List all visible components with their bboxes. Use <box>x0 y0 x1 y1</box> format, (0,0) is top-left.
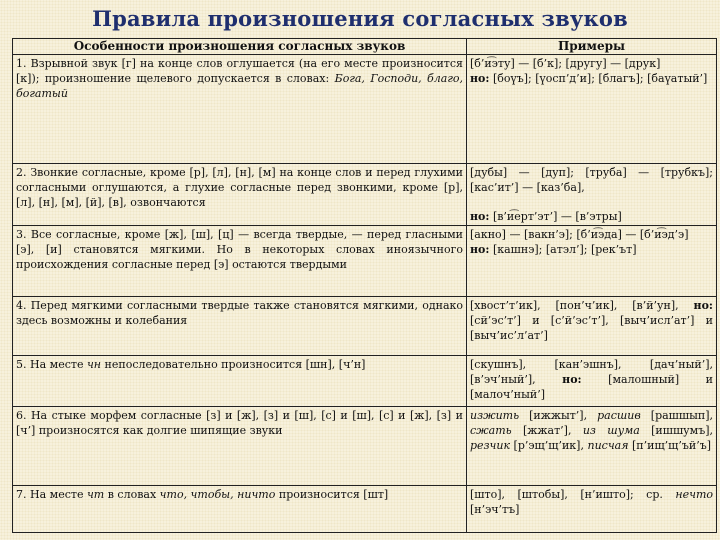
example-cell <box>467 356 717 407</box>
rule-text: непоследовательно произносится [шн], [ч’н] <box>101 358 366 371</box>
example-but: но: <box>470 210 490 223</box>
example-cell <box>467 486 717 533</box>
table-row <box>13 226 717 297</box>
example-word: нечто <box>675 488 713 501</box>
example-text: [што], [штобы], [н’ишто]; ср. <box>470 488 676 501</box>
example-word: писчая <box>587 439 629 452</box>
example-word: изжить <box>470 409 520 422</box>
rule-cell <box>13 407 467 486</box>
rule-cell <box>13 164 467 226</box>
example-transcription: [ишшумъ], <box>639 424 713 437</box>
example-cell <box>467 226 717 297</box>
example-text: [хвост’т’ик], [пон’ч’ик], [в’й’ун], <box>470 299 679 312</box>
example-cell <box>467 407 717 486</box>
example-but: но: <box>693 299 713 312</box>
table-row <box>13 55 717 164</box>
rule-cell <box>13 226 467 297</box>
example-transcription: [п’ищ’щ’ъй’ъ] <box>628 439 712 452</box>
rule-italic: Бога, Господи, благо, богатый <box>16 72 464 100</box>
example-cell <box>467 164 717 226</box>
rule-text: 2. Звонкие согласные, кроме [р], [л], [н], [м] на конце слов и перед глухими согласными оглушаются, а глухие согласные перед звонкими, кроме [р], [л], [н], [м], [й], [в], озвончаются <box>16 166 463 209</box>
rule-text: 1. Взрывной звук [г] на конце слов оглушается (на его месте произносится [к]); произношение щелевого допускается в словах: <box>16 57 463 85</box>
example-cell <box>467 55 717 164</box>
example-text: [б’и͡эту] — [б’к]; [другу] — [друк] <box>470 57 661 70</box>
table-row <box>13 164 717 226</box>
rule-text: произносится [шт] <box>275 488 389 501</box>
rule-cell <box>13 55 467 164</box>
rule-cell <box>13 297 467 356</box>
rule-text: 3. Все согласные, кроме [ж], [ш], [ц] — всегда твердые, — перед гласными [э], [и] становятся мягкими. Но в некоторых словах иноязычного происхождения согласные перед [э] остаются твердыми <box>16 228 463 271</box>
example-word: резчик <box>470 439 511 452</box>
example-word: расшив <box>597 409 641 422</box>
example-word: сжать <box>470 424 512 437</box>
example-text: [сй’эс’т’] и [с’й’эс’т’], [выч’исл’ат’] и [выч’ис’л’ат’] <box>470 314 713 342</box>
header-features: Особенности произношения согласных звуков <box>13 39 467 55</box>
rule-text: 7. На месте <box>16 488 87 501</box>
rule-italic: чн <box>86 358 102 371</box>
rule-italic: что, чтобы, ничто <box>159 488 276 501</box>
table-row <box>13 356 717 407</box>
example-but: но: <box>470 243 490 256</box>
example-transcription: [рашшып], <box>640 409 714 422</box>
page-title: Правила произношения согласных звуков <box>92 6 628 31</box>
header-examples: Примеры <box>467 39 717 55</box>
rule-text: 4. Перед мягкими согласными твердые также становятся мягкими, однако здесь возможны и колебания <box>16 299 463 327</box>
rule-text: в словах <box>104 488 160 501</box>
rule-text: 6. На стыке морфем согласные [з] и [ж], [з] и [ш], [с] и [ш], [с] и [ж], [з] и [ч’] произносятся как долгие шипящие звуки <box>16 409 463 437</box>
rule-cell <box>13 486 467 533</box>
rule-text: 5. На месте <box>16 358 87 371</box>
example-but: но: <box>470 72 490 85</box>
example-transcription: [ижжыт’], <box>519 409 598 422</box>
example-text: [н’эч’тъ] <box>470 503 520 516</box>
rules-table <box>12 38 717 533</box>
rule-cell <box>13 356 467 407</box>
table-header-row <box>13 39 717 55</box>
example-text: [дубы] — [дуп]; [труба] — [трубкъ]; [кас’ит’] — [каз’ба], <box>470 166 713 194</box>
example-text: [скушнъ], [кан’эшнъ], [дач’ный’], [в’эч’ный’], <box>470 358 713 386</box>
example-text: [кашнэ]; [атэл’]; [рек’ът] <box>489 243 637 256</box>
table-row <box>13 297 717 356</box>
example-but: но: <box>562 373 582 386</box>
example-text: [акно] — [вакн’э]; [б’и͡эда] — [б’и͡эд’э] <box>470 228 689 241</box>
example-cell <box>467 297 717 356</box>
example-transcription: [жжат’], <box>511 424 583 437</box>
example-text: [в’и͡ерт’эт’] — [в’этры] <box>489 210 622 223</box>
example-text: [малошный] и [малоч’ный’] <box>470 373 713 401</box>
table-row <box>13 407 717 486</box>
example-transcription: [р’эщ’щ’ик], <box>510 439 588 452</box>
example-word: из шума <box>582 424 640 437</box>
table-row <box>13 486 717 533</box>
rule-italic: чт <box>86 488 105 501</box>
example-text: [боүъ]; [үосп’д’и]; [благъ]; [баүатый’] <box>489 72 708 85</box>
